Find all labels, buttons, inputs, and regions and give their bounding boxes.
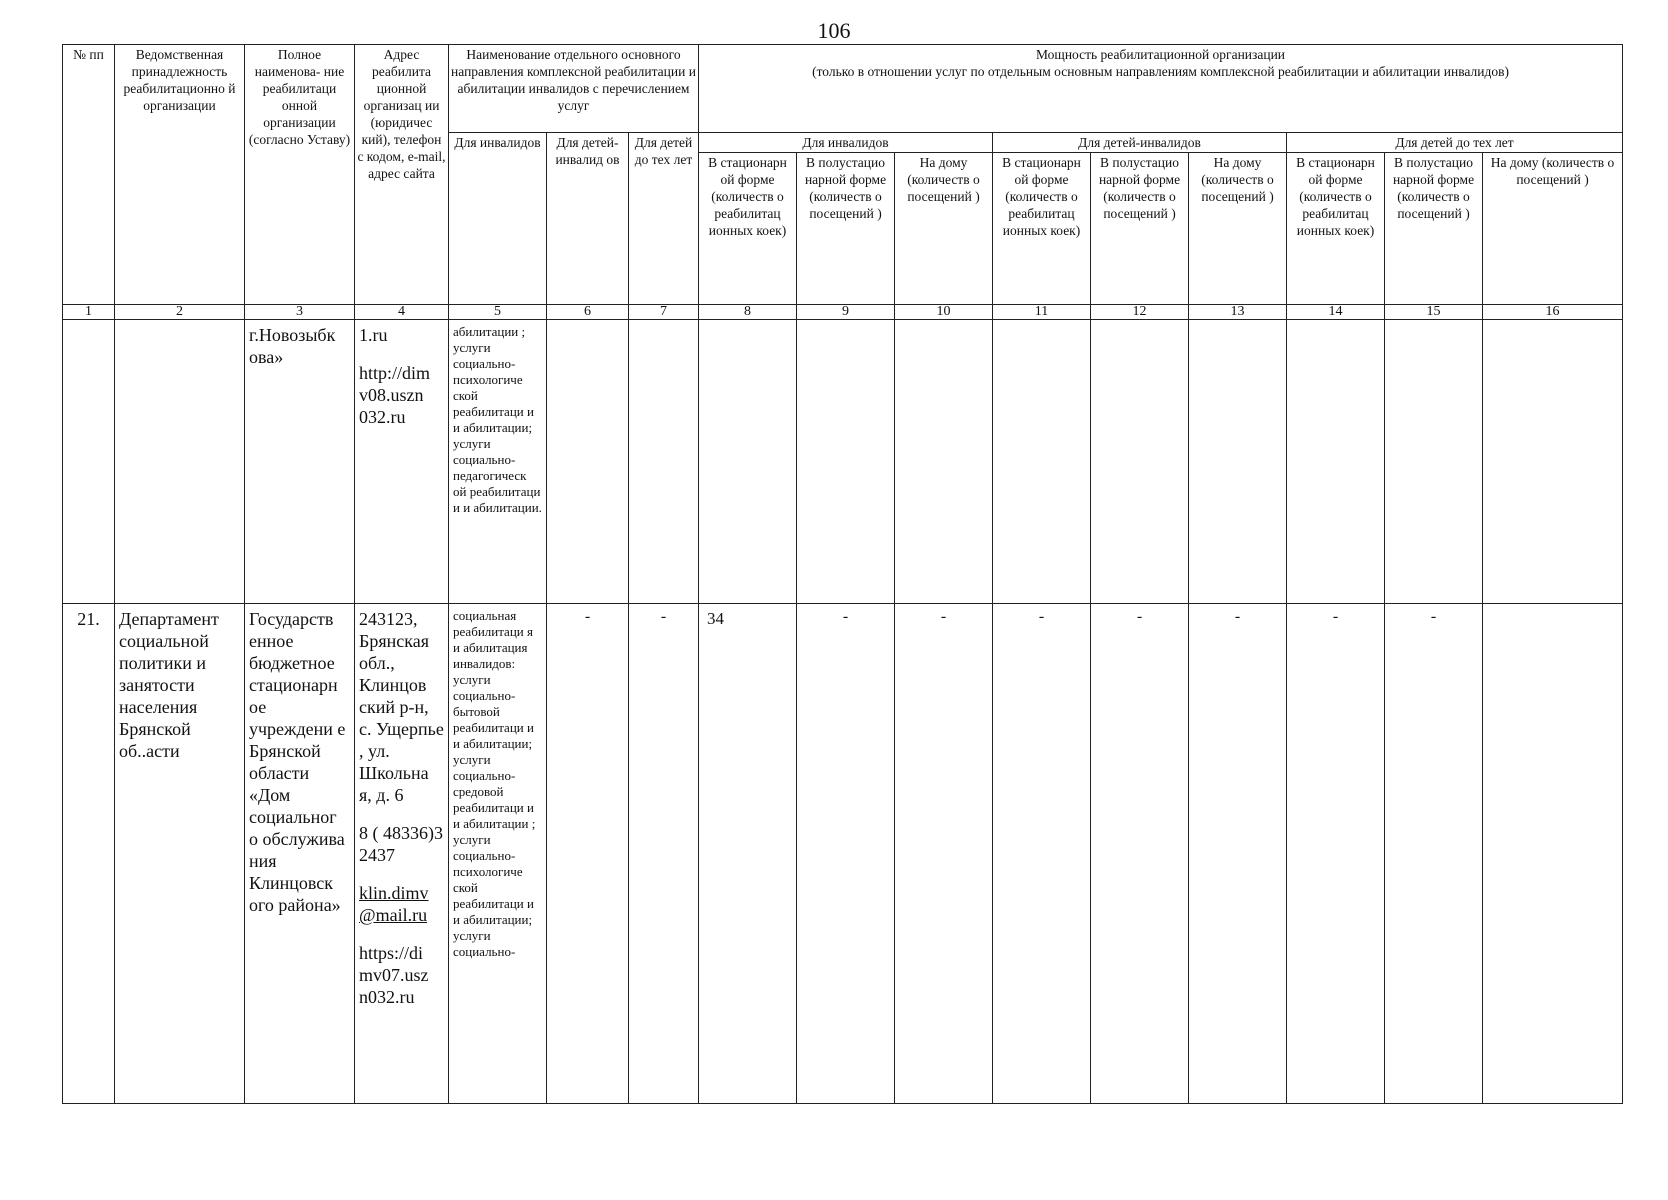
header-department: Ведомственная принадлежность реабилитационно й организации: [115, 45, 245, 305]
header-capacity: [699, 45, 1623, 133]
cont-address-line: 1.ru: [359, 325, 388, 345]
header-row-1: [63, 45, 1623, 133]
header-ychildren-semistationary: В полустацио нарной форме (количеств о посещений ): [1385, 153, 1483, 305]
col-num-16: 16: [1483, 305, 1623, 320]
col-num-3: 3: [245, 305, 355, 320]
col-num-2: 2: [115, 305, 245, 320]
col-num-6: 6: [547, 305, 629, 320]
header-group-disabled-children: Для детей-инвалидов: [993, 133, 1287, 153]
col-num-14: 14: [1287, 305, 1385, 320]
col-num-1: 1: [63, 305, 115, 320]
col-num-9: 9: [797, 305, 895, 320]
header-adults-home: На дому (количеств о посещений ): [895, 153, 993, 305]
row21-address-text: 243123, Брянская обл., Клинцов ский р-н, с. Ущерпье , ул. Школьна я, д. 6: [359, 609, 444, 805]
rehab-organizations-table: [62, 44, 1623, 1104]
cont-address: [355, 320, 449, 604]
col-num-15: 15: [1385, 305, 1483, 320]
header-capacity-note: (только в отношении услуг по отдельным основным направлениям комплексной реабилитации и абилитации инвалидов): [812, 64, 1509, 79]
column-numbers-row: [63, 305, 1623, 320]
row21-address: [355, 604, 449, 1104]
row21-dir-disabled-children: -: [547, 604, 629, 1104]
row21-dchildren-home: -: [1189, 604, 1287, 1104]
cont-dept-cell: [115, 320, 245, 604]
col-num-13: 13: [1189, 305, 1287, 320]
header-no: № пп: [63, 45, 115, 305]
row21-dchildren-semistationary: -: [1091, 604, 1189, 1104]
row21-no: 21.: [63, 604, 115, 1104]
row21-adults-stationary: 34: [699, 604, 797, 1104]
row21-department: Департамент социальной политики и занятости населения Брянской об..асти: [115, 604, 245, 1104]
col-num-5: 5: [449, 305, 547, 320]
cont-site-link[interactable]: http://dim v08.uszn 032.ru: [359, 363, 431, 427]
header-dir-adults: Для инвалидов: [449, 133, 547, 305]
header-dchildren-home: На дому (количеств о посещений ): [1189, 153, 1287, 305]
col-num-4: 4: [355, 305, 449, 320]
header-org-name: Полное наименова- ние реабилитаци онной организации (согласно Уставу): [245, 45, 355, 305]
row21-dir-young-children: -: [629, 604, 699, 1104]
col-num-11: 11: [993, 305, 1091, 320]
cont-org-name: г.Новозыбк ова»: [245, 320, 355, 604]
header-direction: Наименование отдельного основного направления комплексной реабилитации и абилитации инвалидов с перечислением услуг: [449, 45, 699, 133]
header-ychildren-home: На дому (количеств о посещений ): [1483, 153, 1623, 305]
header-address: Адрес реабилита ционной организац ии (юридичес кий), телефон с кодом, e-mail, адрес сайта: [355, 45, 449, 305]
header-dchildren-semistationary: В полустацио нарной форме (количеств о посещений ): [1091, 153, 1189, 305]
col-num-8: 8: [699, 305, 797, 320]
col-num-12: 12: [1091, 305, 1189, 320]
cont-no-cell: [63, 320, 115, 604]
row21-phone: 8 ( 48336)3 2437: [359, 823, 443, 865]
header-adults-semistationary: В полустацио нарной форме (количеств о посещений ): [797, 153, 895, 305]
header-ychildren-stationary: В стационарн ой форме (количеств о реабилитац ионных коек): [1287, 153, 1385, 305]
row21-email-link[interactable]: klin.dimv @mail.ru: [359, 883, 429, 925]
row21-services: социальная реабилитаци я и абилитация инвалидов: услуги социально- бытовой реабилитаци и и абилитации; услуги социально- средовой реабилитаци и и абилитации ; услуги социально- психологиче ской реабилитаци и и абилитации; услуги социально-: [449, 604, 547, 1104]
row21-dchildren-stationary: -: [993, 604, 1091, 1104]
row21-ychildren-semistationary: -: [1385, 604, 1483, 1104]
row21-site-link[interactable]: https://di mv07.usz n032.ru: [359, 943, 429, 1007]
header-adults-stationary: В стационарн ой форме (количеств о реабилитац ионных коек): [699, 153, 797, 305]
header-group-adults: Для инвалидов: [699, 133, 993, 153]
row21-adults-home: -: [895, 604, 993, 1104]
table-row-21: [63, 604, 1623, 1104]
table-row-continued: [63, 320, 1623, 604]
col-num-7: 7: [629, 305, 699, 320]
col-num-10: 10: [895, 305, 993, 320]
row21-adults-semistationary: -: [797, 604, 895, 1104]
row21-ychildren-stationary: -: [1287, 604, 1385, 1104]
header-capacity-title: Мощность реабилитационной организации: [1036, 47, 1286, 62]
header-dir-disabled-children: Для детей-инвалид ов: [547, 133, 629, 305]
header-group-young-children: Для детей до тех лет: [1287, 133, 1623, 153]
header-dchildren-stationary: В стационарн ой форме (количеств о реабилитац ионных коек): [993, 153, 1091, 305]
page-number: 106: [817, 18, 851, 43]
row21-org-name: Государств енное бюджетное стационарн ое учреждени е Брянской области «Дом социальног о обслужива ния Клинцовск ого района»: [245, 604, 355, 1104]
header-dir-young-children: Для детей до тех лет: [629, 133, 699, 305]
cont-services: абилитации ; услуги социально- психологиче ской реабилитаци и и абилитации; услуги социально- педагогическ ой реабилитаци и и абилитации.: [449, 320, 547, 604]
row21-ychildren-home: [1483, 604, 1623, 1104]
